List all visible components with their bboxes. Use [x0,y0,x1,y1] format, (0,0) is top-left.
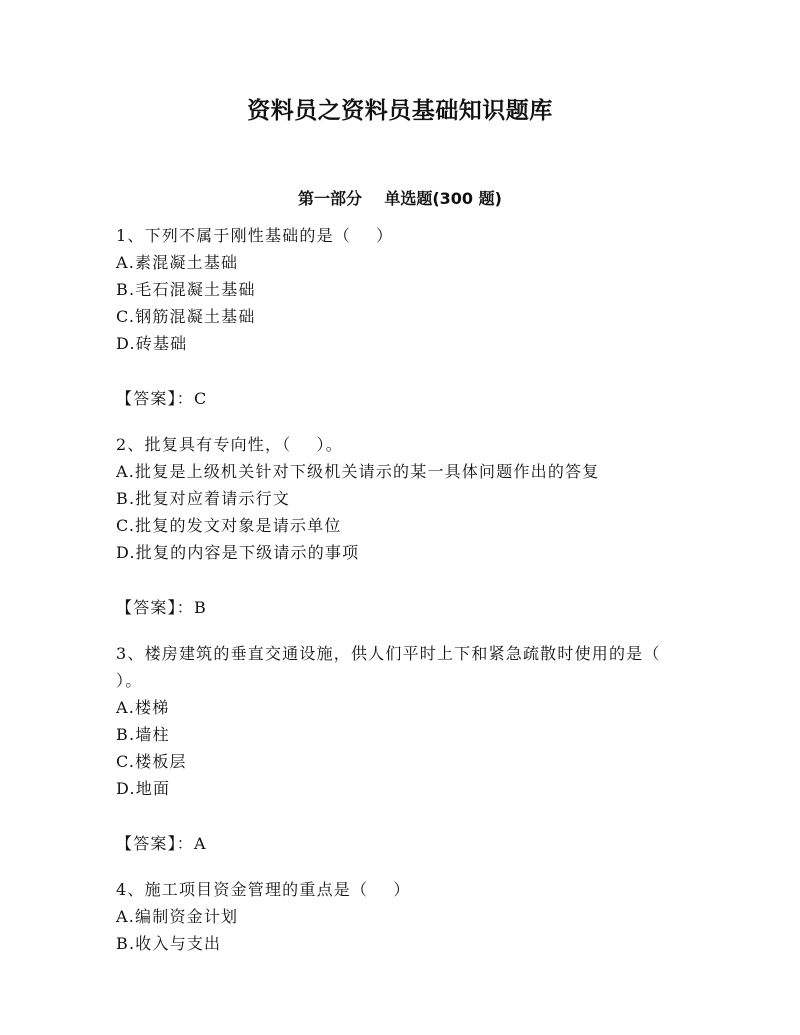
question-stem: 4、施工项目资金管理的重点是（ ） [116,880,411,899]
option-c: C.钢筋混凝土基础 [116,307,256,326]
section-title: 第一部分 单选题(300 题) [298,189,502,208]
question-4 [116,876,696,957]
question-stem: 3、楼房建筑的垂直交通设施，供人们平时上下和紧急疏散时使用的是（ ）。 [116,644,686,690]
answer-line: 【答案】：A [116,834,207,853]
answer-line: 【答案】：C [116,389,208,408]
document-title: 资料员之资料员基础知识题库 [247,98,553,124]
option-d: D.批复的内容是下级请示的事项 [116,543,360,562]
question-3 [116,640,696,857]
question-list [116,222,696,957]
option-b: B.收入与支出 [116,934,222,953]
option-a: A.批复是上级机关针对下级机关请示的某一具体问题作出的答复 [116,462,600,481]
question-stem: 2、批复具有专向性，（ ）。 [116,435,343,454]
option-a: A.楼梯 [116,698,170,717]
option-d: D.砖基础 [116,334,188,353]
option-b: B.墙柱 [116,725,170,744]
question-1 [116,222,696,412]
option-b: B.毛石混凝土基础 [116,280,256,299]
option-c: C.批复的发文对象是请示单位 [116,516,342,535]
option-a: A.素混凝土基础 [116,253,239,272]
option-a: A.编制资金计划 [116,907,239,926]
option-c: C.楼板层 [116,752,187,771]
option-d: D.地面 [116,779,171,798]
option-b: B.批复对应着请示行文 [116,489,291,508]
question-2 [116,431,696,621]
question-stem: 1、下列不属于刚性基础的是（ ） [116,226,394,245]
answer-line: 【答案】：B [116,598,207,617]
